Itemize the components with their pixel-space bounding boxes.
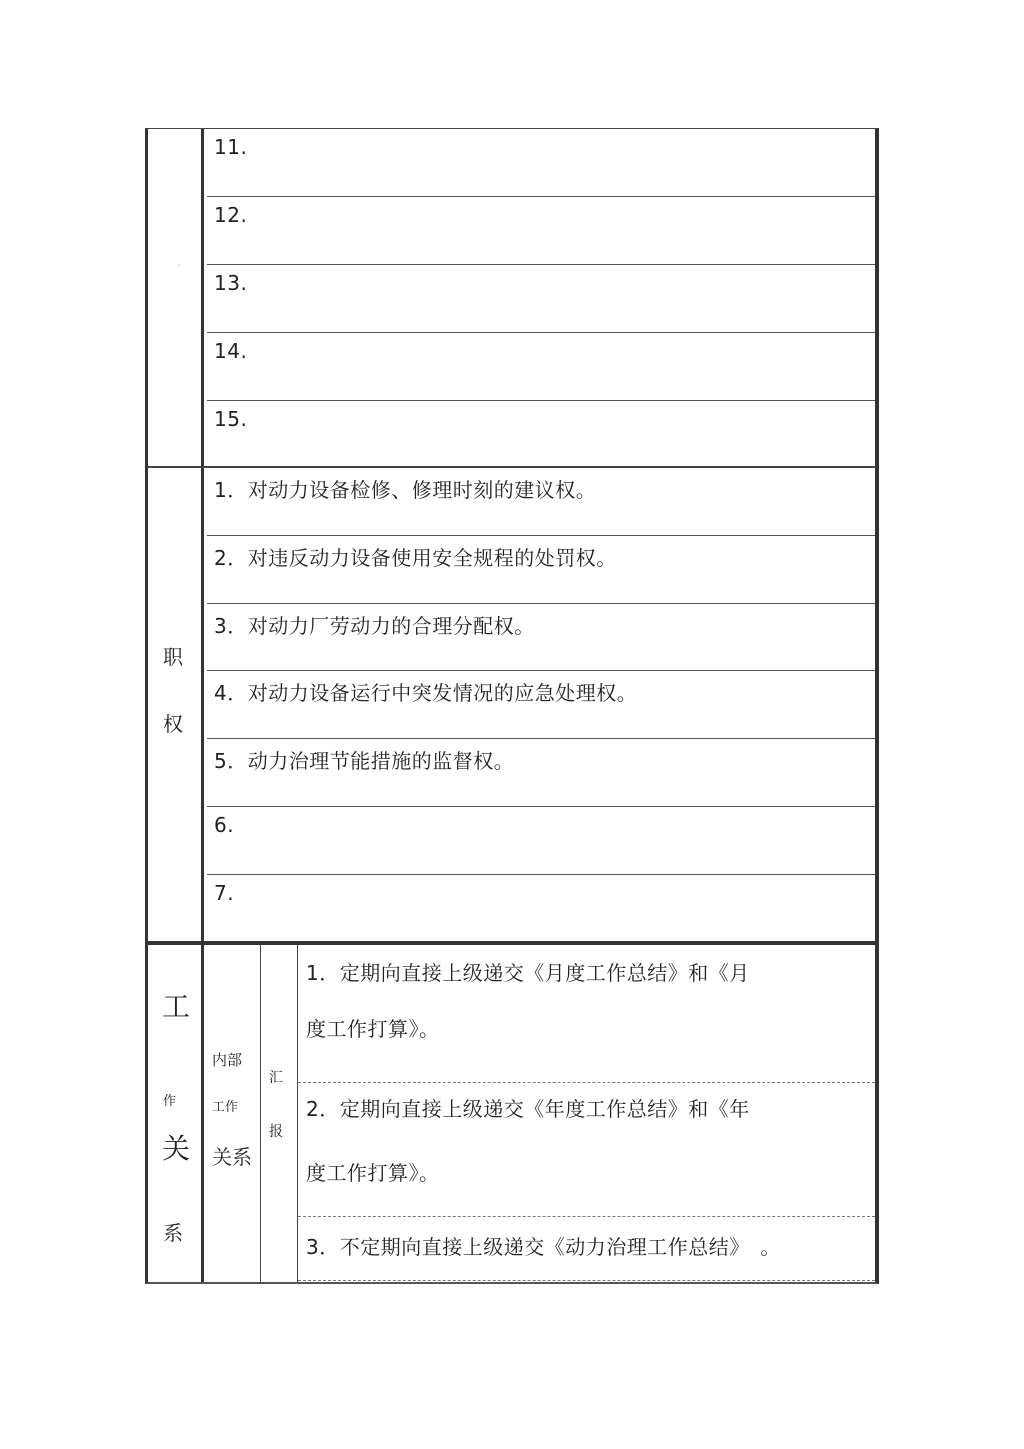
authority-item: 3．对动力厂劳动力的合理分配权。 [214,614,535,638]
duty-row [207,333,875,401]
duty-item: 13. [214,271,248,295]
duty-item: 14. [214,339,248,363]
authority-label-char-1: 职 [163,645,183,669]
authority-row [207,536,875,604]
work-relations-label-column [148,945,204,1282]
side-mark: · [178,261,181,270]
authority-row [207,604,875,671]
work-relations-char-1: 工 [162,990,191,1023]
section-label-column [148,129,204,942]
report-item-line-2: 度工作打算》。 [306,1017,440,1041]
report-item-line-1: 3．不定期向直接上级递交《动力治理工作总结》 。 [306,1235,781,1259]
duty-row [207,197,875,265]
work-relations-char-2: 作 [163,1094,177,1109]
duty-row [207,265,875,333]
duty-item: 15. [214,407,248,431]
duty-item: 11. [214,135,248,159]
work-relations-table [145,941,879,1284]
authority-row [207,807,875,875]
internal-label-line-1: 内部 [212,1051,243,1069]
authority-row [207,739,875,807]
report-item-line-1: 2．定期向直接上级递交《年度工作总结》和《年 [306,1097,750,1121]
report-row [298,945,875,1083]
report-row [298,1217,875,1281]
duty-row [207,129,875,197]
work-relations-char-3: 关 [162,1132,191,1165]
internal-label-line-3: 关系 [212,1145,252,1169]
authority-item: 7. [214,881,235,905]
authority-row [207,671,875,739]
report-column [261,945,298,1282]
internal-label-line-2: 工作 [212,1100,239,1115]
authority-label-char-2: 权 [163,712,183,736]
internal-relations-column [204,945,261,1282]
authority-row [207,875,875,941]
work-relations-char-4: 系 [163,1221,183,1245]
report-row [298,1083,875,1217]
authority-item: 5．动力治理节能措施的监督权。 [214,749,515,773]
authority-item: 6. [214,813,235,837]
authority-row [207,468,875,536]
duties-authority-table [145,128,879,943]
duty-row [207,401,875,466]
authority-item: 1．对动力设备检修、修理时刻的建议权。 [214,478,597,502]
report-label-line-1: 汇 [269,1070,283,1086]
report-item-line-1: 1．定期向直接上级递交《月度工作总结》和《月 [306,961,750,985]
report-label-line-2: 报 [269,1124,283,1140]
authority-item: 2．对违反动力设备使用安全规程的处罚权。 [214,546,617,570]
duty-item: 12. [214,203,248,227]
authority-item: 4．对动力设备运行中突发情况的应急处理权。 [214,681,638,705]
report-item-line-2: 度工作打算》。 [306,1161,440,1185]
